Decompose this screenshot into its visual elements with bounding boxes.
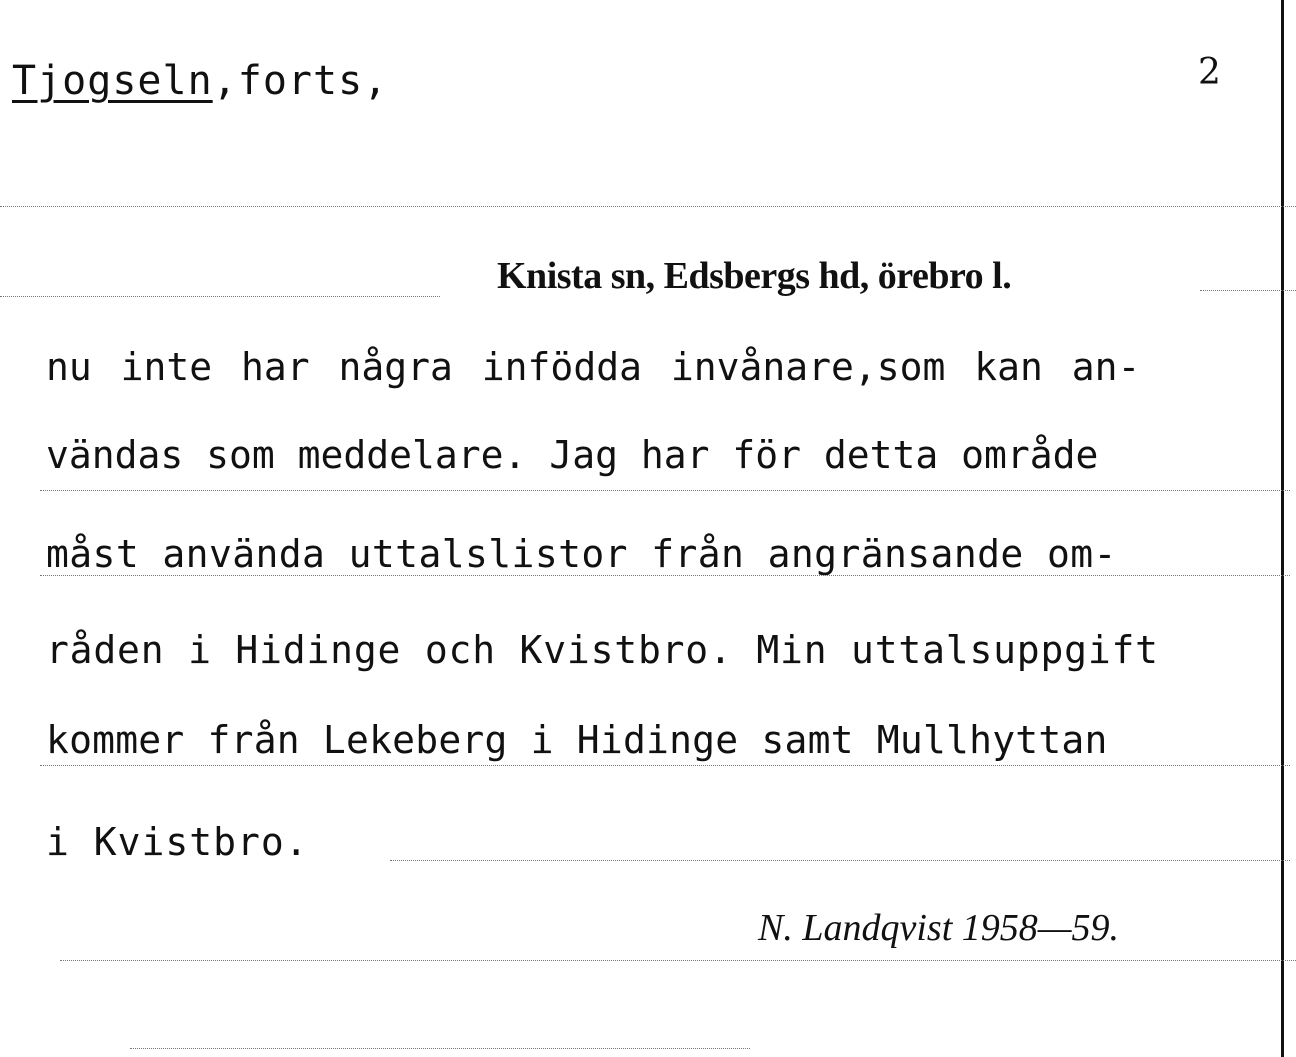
ruled-dots bbox=[60, 960, 1296, 961]
heading-suffix: ,forts, bbox=[212, 58, 389, 104]
ruled-dots bbox=[1200, 290, 1296, 291]
locality-line: Knista sn, Edsbergs hd, örebro l. bbox=[497, 255, 1012, 297]
ruled-dots bbox=[40, 575, 1290, 576]
signature: N. Landqvist 1958—59. bbox=[758, 907, 1120, 949]
ruled-dots bbox=[390, 860, 1290, 861]
body-line-4: råden i Hidinge och Kvistbro. Min uttalsuppgift bbox=[46, 628, 1159, 672]
card-edge-line bbox=[1281, 0, 1284, 1057]
body-line-3: måst använda uttalslistor från angränsande om- bbox=[46, 532, 1117, 576]
ruled-dots bbox=[40, 490, 1290, 491]
ruled-dots bbox=[0, 206, 1296, 207]
page-number: 2 bbox=[1198, 52, 1221, 93]
ruled-dots bbox=[0, 296, 440, 297]
card-heading bbox=[12, 58, 388, 104]
body-line-5: kommer från Lekeberg i Hidinge samt Mullhyttan bbox=[46, 718, 1108, 762]
body-line-1: nu inte har några infödda invånare,som kan an- bbox=[46, 345, 1141, 389]
body-line-2: vändas som meddelare. Jag har för detta område bbox=[46, 433, 1099, 477]
ruled-dots bbox=[40, 765, 1290, 766]
ruled-dots bbox=[130, 1048, 750, 1049]
body-line-6: i Kvistbro. bbox=[46, 820, 309, 864]
place-name: Tjogseln bbox=[12, 58, 213, 104]
